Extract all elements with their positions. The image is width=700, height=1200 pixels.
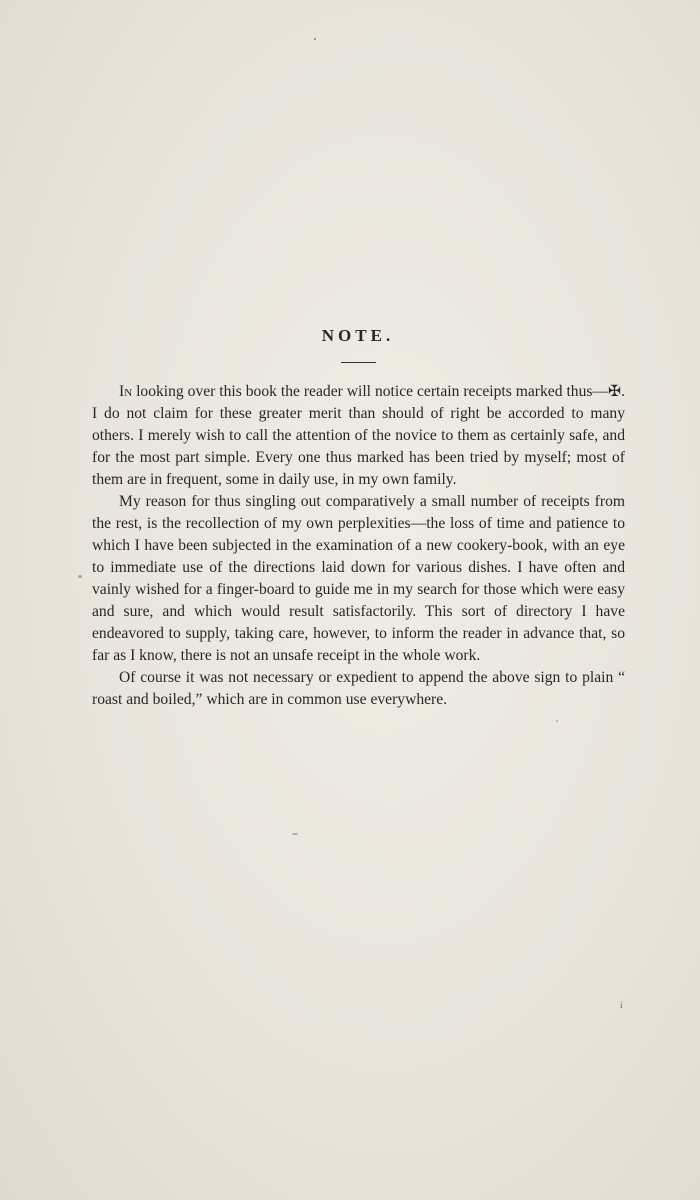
paragraph-2 [92, 491, 625, 667]
paragraph-1-text: looking over this book the reader will notice certain receipts marked thus—✠. I do not claim for these greater merit than should of right be accorded to many others. I merely wish to call the attention of the novice to them as certainly safe, and for the most part simple. Every one thus marked has been tried by myself; most of them are in frequent, some in daily use, in my own family. [92, 383, 625, 488]
paragraph-2-text: My reason for thus singling out comparatively a small number of receipts from the rest, is the recollection of my own perplexities—the loss of time and patience to which I have been subjected in the examination of a new cookery-book, with an eye to immediate use of the directions laid down for various dishes. I have often and vainly wished for a finger-board to guide me in my search for those which were easy and sure, and which would result satisfactorily. This sort of directory I have endeavored to supply, taking care, however, to inform the reader in advance that, so far as I know, there is not an unsafe receipt in the whole work. [92, 493, 625, 664]
paper-speck [292, 833, 298, 835]
paragraph-3-text: Of course it was not necessary or expedient to append the above sign to plain “ roast and boiled,” which are in common use everywhere. [92, 669, 625, 708]
paper-speck [314, 38, 316, 40]
paragraph-3 [92, 667, 625, 711]
paragraph-1 [92, 381, 625, 491]
note-body [92, 381, 625, 711]
title-divider [341, 362, 376, 363]
paper-speck [78, 575, 82, 578]
page-mark: i [620, 1000, 623, 1010]
paragraph-1-lead: In [119, 383, 133, 400]
paper-speck [556, 720, 558, 722]
page-title: NOTE. [321, 326, 395, 345]
